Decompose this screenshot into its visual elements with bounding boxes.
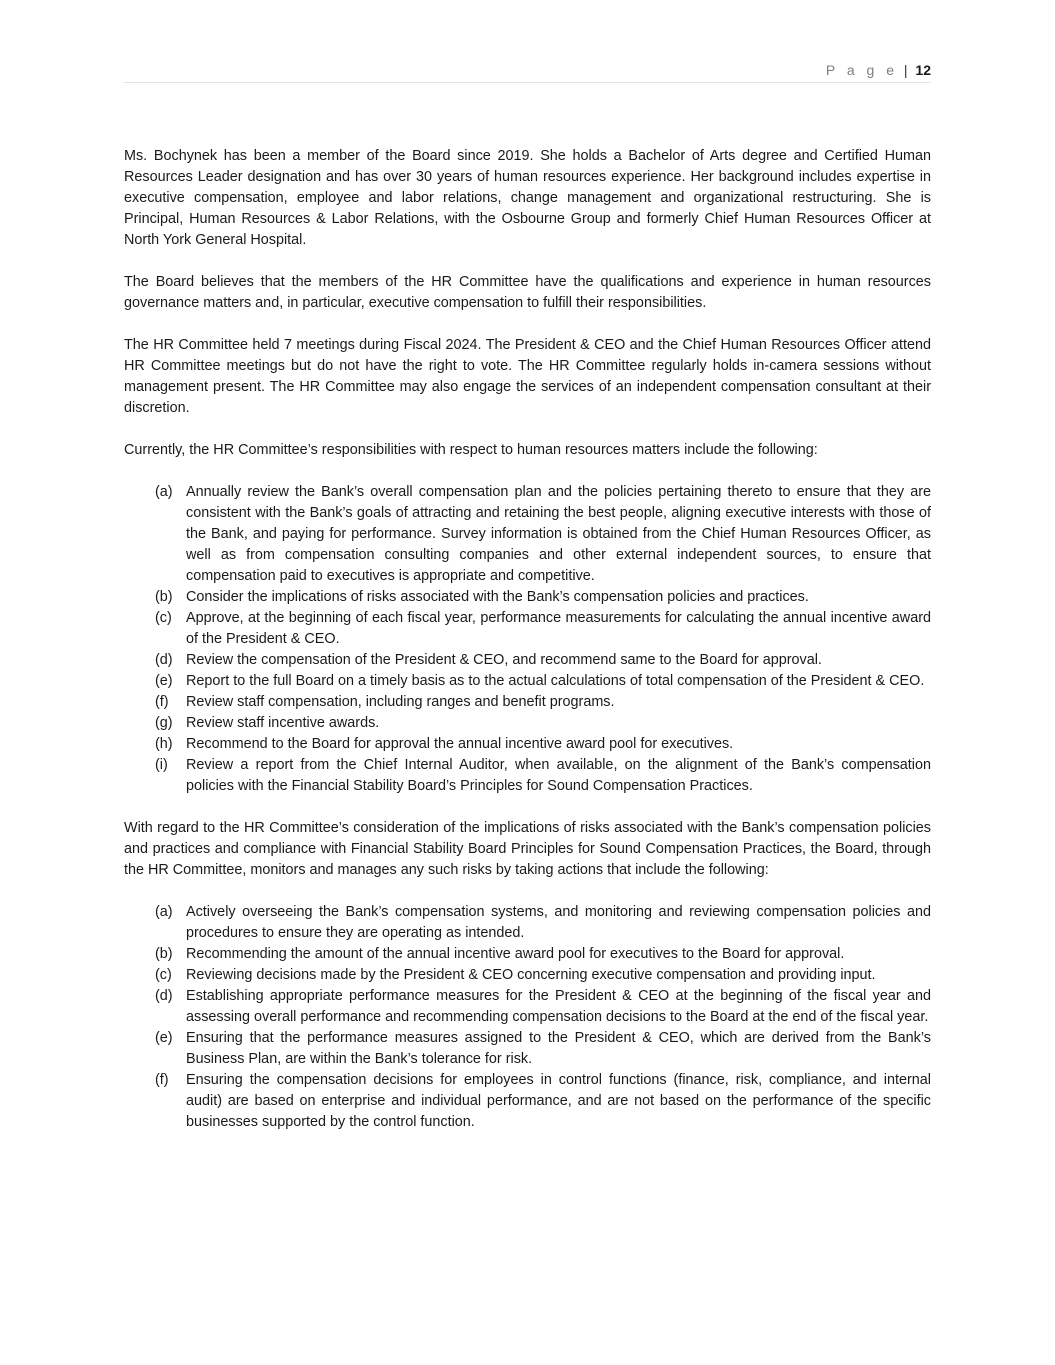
list-item-text: Report to the full Board on a timely basis as to the actual calculations of total compensation of the President & CEO. [186,673,925,689]
list-item [124,482,931,587]
page-number: 12 [915,62,931,78]
page-body [124,146,931,1154]
list-item-text: Review a report from the Chief Internal Auditor, when available, on the alignment of the Bank’s compensation policies with the Financial Stability Board’s Principles for Sound Compensation Practices. [186,757,931,794]
list-marker: (c) [155,967,172,983]
list-marker: (c) [155,610,172,626]
page-separator: | [903,62,908,78]
paragraph-responsibilities-intro: Currently, the HR Committee’s responsibilities with respect to human resources matters include the following: [124,442,818,458]
risk-actions-list [124,902,931,1133]
list-item [124,608,931,650]
list-item [124,650,931,671]
list-item-text: Review staff compensation, including ranges and benefit programs. [186,694,615,710]
list-item [124,965,931,986]
list-item [124,944,931,965]
list-item-text: Ensuring that the performance measures assigned to the President & CEO, which are derived from the Bank’s Business Plan, are within the Bank’s tolerance for risk. [186,1030,931,1067]
list-marker: (d) [155,988,173,1004]
list-item-text: Review the compensation of the President & CEO, and recommend same to the Board for approval. [186,652,822,668]
page-header [124,60,931,80]
list-item [124,986,931,1028]
list-item-text: Consider the implications of risks associated with the Bank’s compensation policies and practices. [186,589,809,605]
list-item-text: Recommending the amount of the annual incentive award pool for executives to the Board for approval. [186,946,845,962]
list-item [124,902,931,944]
list-item [124,692,931,713]
list-marker: (b) [155,946,173,962]
list-item-text: Reviewing decisions made by the President & CEO concerning executive compensation and providing input. [186,967,876,983]
list-marker: (a) [155,904,173,920]
list-marker: (a) [155,484,173,500]
list-marker: (d) [155,652,173,668]
paragraph-bochynek-bio: Ms. Bochynek has been a member of the Board since 2019. She holds a Bachelor of Arts degree and Certified Human Resources Leader designation and has over 30 years of human resources experience. Her background includes expertise in executive compensation, employee and labor relations, change management and organizational restructuring. She is Principal, Human Resources & Labor Relations, with the Osbourne Group and formerly Chief Human Resources Officer at North York General Hospital. [124,148,931,248]
list-item-text: Actively overseeing the Bank’s compensation systems, and monitoring and reviewing compensation policies and procedures to ensure they are operating as intended. [186,904,931,941]
list-item [124,587,931,608]
list-item [124,1070,931,1133]
list-item [124,755,931,797]
list-marker: (h) [155,736,173,752]
page-label: P a g e [825,62,898,78]
responsibilities-list [124,482,931,797]
list-marker: (g) [155,715,173,731]
paragraph-committee-meetings: The HR Committee held 7 meetings during Fiscal 2024. The President & CEO and the Chief Human Resources Officer attend HR Committee meetings but do not have the right to vote. The HR Committee regularly holds in-camera sessions without management present. The HR Committee may also engage the services of an independent compensation consultant at their discretion. [124,337,931,416]
list-marker: (e) [155,1030,173,1046]
list-marker: (i) [155,757,168,773]
list-item-text: Ensuring the compensation decisions for employees in control functions (finance, risk, compliance, and internal audit) are based on enterprise and individual performance, and are not based on the performance of the specific businesses supported by the control function. [186,1072,931,1130]
list-marker: (f) [155,694,169,710]
list-item-text: Establishing appropriate performance measures for the President & CEO at the beginning of the fiscal year and assessing overall performance and recommending compensation decisions to the Board at the end of the fiscal year. [186,988,931,1025]
list-item-text: Review staff incentive awards. [186,715,380,731]
list-item [124,671,931,692]
list-item-text: Annually review the Bank’s overall compensation plan and the policies pertaining thereto to ensure that they are consistent with the Bank’s goals of attracting and retaining the best people, aligning executive interests with those of the Bank, and paying for performance. Survey information is obtained from the Chief Human Resources Officer, as well as from compensation consulting companies and other external independent sources, to ensure that compensation paid to executives is appropriate and competitive. [186,484,931,584]
list-marker: (f) [155,1072,169,1088]
paragraph-risk-management: With regard to the HR Committee’s consideration of the implications of risks associated with the Bank’s compensation policies and practices and compliance with Financial Stability Board Principles for Sound Compensation Practices, the Board, through the HR Committee, monitors and manages any such risks by taking actions that include the following: [124,820,931,878]
list-marker: (b) [155,589,173,605]
list-item-text: Recommend to the Board for approval the annual incentive award pool for executives. [186,736,734,752]
list-item [124,1028,931,1070]
list-item [124,713,931,734]
paragraph-board-belief: The Board believes that the members of the HR Committee have the qualifications and experience in human resources governance matters and, in particular, executive compensation to fulfill their responsibilities. [124,274,931,311]
list-item-text: Approve, at the beginning of each fiscal year, performance measurements for calculating the annual incentive award of the President & CEO. [186,610,931,647]
header-divider [124,82,931,83]
list-item [124,734,931,755]
list-marker: (e) [155,673,173,689]
